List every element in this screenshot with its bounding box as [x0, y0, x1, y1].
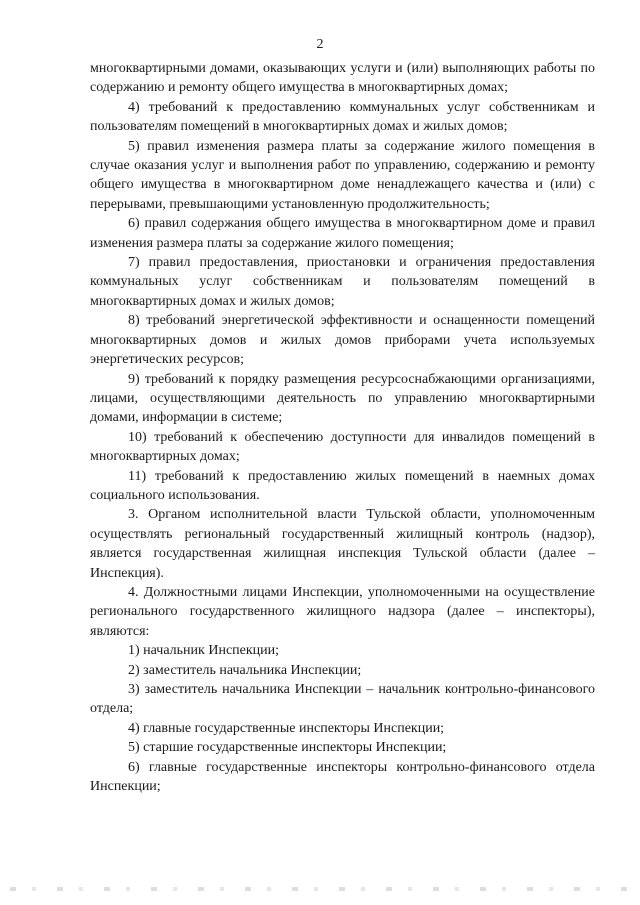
list-item: 2) заместитель начальника Инспекции; [128, 662, 362, 678]
list-item: 1) начальник Инспекции; [128, 643, 280, 659]
paragraph: 7) правил предоставления, приостановки и ограничения предоставления коммунальных услуг собственникам и пользователям помещений в многоквартирных домах и жилых домов; [90, 255, 595, 309]
paragraph: 9) требований к порядку размещения ресурсоснабжающими организациями, лицами, осуществляющими деятельность по управлению многоквартирными домами, информации в системе; [90, 371, 595, 426]
paragraph: 11) требований к предоставлению жилых помещений в наемных домах социального использования. [90, 468, 595, 503]
document-body [90, 59, 595, 796]
paragraph: 3. Органом исполнительной власти Тульской области, уполномоченным осуществлять региональный государственный жилищный контроль (надзор), является государственная жилищная инспекция Тульской области (далее – Инспекция). [90, 507, 595, 581]
scan-artifact-strip [10, 887, 630, 891]
paragraph: 10) требований к обеспечению доступности для инвалидов помещений в многоквартирных домах; [90, 429, 595, 465]
paragraph: 8) требований энергетической эффективности и оснащенности помещений многоквартирных домов и жилых домов приборами учета используемых энергетических ресурсов; [90, 313, 595, 368]
list-item: 5) старшие государственные инспекторы Инспекции; [128, 740, 447, 756]
paragraph: 6) правил содержания общего имущества в многоквартирном доме и правил изменения размера платы за содержание жилого помещения; [90, 216, 595, 251]
paragraph: 4) требований к предоставлению коммунальных услуг собственникам и пользователям помещений в многоквартирных домах и жилых домов; [90, 99, 595, 135]
paragraph: 4. Должностными лицами Инспекции, уполномоченными на осуществление регионального государственного жилищного надзора (далее – инспекторы), являются: [90, 584, 595, 639]
list-item: 6) главные государственные инспекторы контрольно-финансового отдела Инспекции; [90, 759, 595, 795]
page-number: 2 [316, 37, 324, 52]
paragraph: многоквартирными домами, оказывающих услуги и (или) выполняющих работы по содержанию и ремонту общего имущества в многоквартирных домах; [90, 61, 595, 96]
paragraph: 5) правил изменения размера платы за содержание жилого помещения в случае оказания услуг и выполнения работ по управлению, содержанию и ремонту общего имущества в многоквартирном доме ненадлежащего качества и (или) с перерывами, превышающими установленную продолжительность; [90, 138, 595, 212]
list-item: 4) главные государственные инспекторы Инспекции; [128, 720, 445, 736]
list-item: 3) заместитель начальника Инспекции – начальник контрольно-финансового отдела; [90, 682, 595, 717]
